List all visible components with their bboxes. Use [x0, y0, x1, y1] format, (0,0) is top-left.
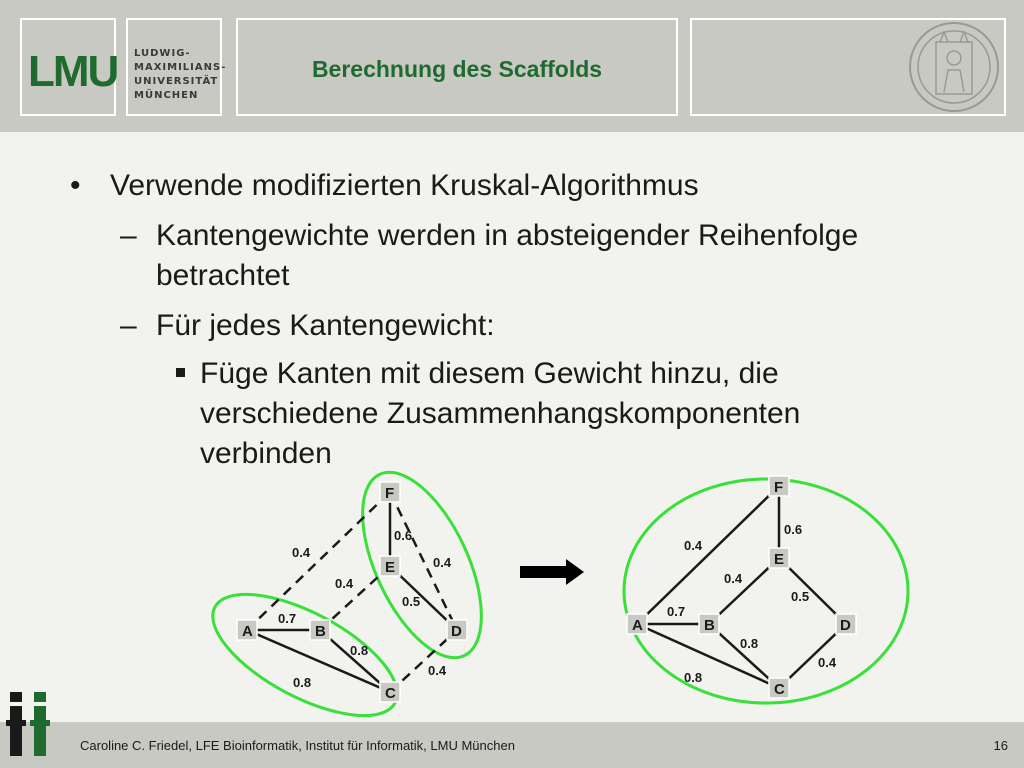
graph-node — [310, 620, 330, 640]
edge-a-f — [637, 486, 779, 624]
dash-marker: – — [120, 309, 137, 342]
graph-node — [769, 548, 789, 568]
weight-label: 0.4 — [335, 576, 354, 591]
svg-text:F: F — [385, 485, 395, 502]
weight-label: 0.4 — [684, 538, 703, 553]
weight-label: 0.8 — [350, 643, 369, 658]
bullet-level2: betrachtet — [156, 259, 290, 292]
weight-label: 0.8 — [293, 675, 312, 690]
graph-node — [447, 620, 467, 640]
svg-text:C: C — [774, 681, 785, 698]
graph-node — [380, 682, 400, 702]
bullet-level2: Für jedes Kantengewicht: — [156, 309, 495, 342]
page-number: 16 — [993, 738, 1008, 753]
university-name-line: LUDWIG- — [134, 48, 191, 59]
bullet-level2: Kantengewichte werden in absteigender Reihenfolge — [156, 219, 859, 252]
bullet-level3: verbinden — [200, 437, 332, 470]
graph-node — [769, 476, 789, 496]
graph-node — [627, 614, 647, 634]
slide-title: Berechnung des Scaffolds — [311, 56, 603, 82]
weight-label: 0.7 — [278, 611, 297, 626]
weight-label: 0.4 — [433, 555, 452, 570]
weight-label: 0.4 — [428, 663, 447, 678]
graph-node — [380, 556, 400, 576]
svg-text:A: A — [632, 617, 643, 634]
weight-label: 0.4 — [818, 655, 837, 670]
university-name-line: MAXIMILIANS- — [134, 62, 227, 73]
svg-text:E: E — [774, 551, 785, 568]
svg-text:E: E — [385, 559, 396, 576]
weight-label: 0.8 — [740, 636, 759, 651]
bioinformatik-logo-icon — [6, 690, 54, 758]
weight-label: 0.5 — [402, 594, 421, 609]
edge-a-f-dashed — [247, 492, 390, 630]
graph-node — [836, 614, 856, 634]
weight-label: 0.6 — [394, 528, 413, 543]
dash-marker: – — [120, 219, 137, 252]
lmu-logo: LMU — [28, 47, 118, 96]
svg-text:C: C — [385, 685, 396, 702]
svg-text:A: A — [242, 623, 253, 640]
svg-text:B: B — [704, 617, 715, 634]
weight-label: 0.6 — [784, 522, 803, 537]
bullet-marker: • — [70, 169, 81, 202]
weight-label: 0.4 — [724, 571, 743, 586]
university-name-line: UNIVERSITÄT — [134, 76, 219, 87]
weight-label: 0.8 — [684, 670, 703, 685]
svg-text:D: D — [840, 617, 851, 634]
svg-text:B: B — [315, 623, 326, 640]
graph-node — [237, 620, 257, 640]
weight-label: 0.5 — [791, 589, 810, 604]
transition-arrow-icon — [520, 559, 584, 585]
bullet-level1: Verwende modifizierten Kruskal-Algorithmus — [110, 169, 699, 202]
bullet-level3: verschiedene Zusammenhangskomponenten — [200, 397, 801, 430]
weight-label: 0.4 — [292, 545, 311, 560]
component-outline — [624, 479, 908, 703]
weight-label: 0.7 — [667, 604, 686, 619]
svg-text:F: F — [774, 479, 784, 496]
graph-node — [699, 614, 719, 634]
svg-text:D: D — [451, 623, 462, 640]
graph-node — [769, 678, 789, 698]
university-name-line: MÜNCHEN — [134, 90, 199, 101]
slide-footer — [0, 722, 1024, 768]
footer-credit: Caroline C. Friedel, LFE Bioinformatik, Institut für Informatik, LMU München — [80, 738, 515, 753]
graph-node — [380, 482, 400, 502]
bullet-level3: Füge Kanten mit diesem Gewicht hinzu, die — [200, 357, 779, 390]
